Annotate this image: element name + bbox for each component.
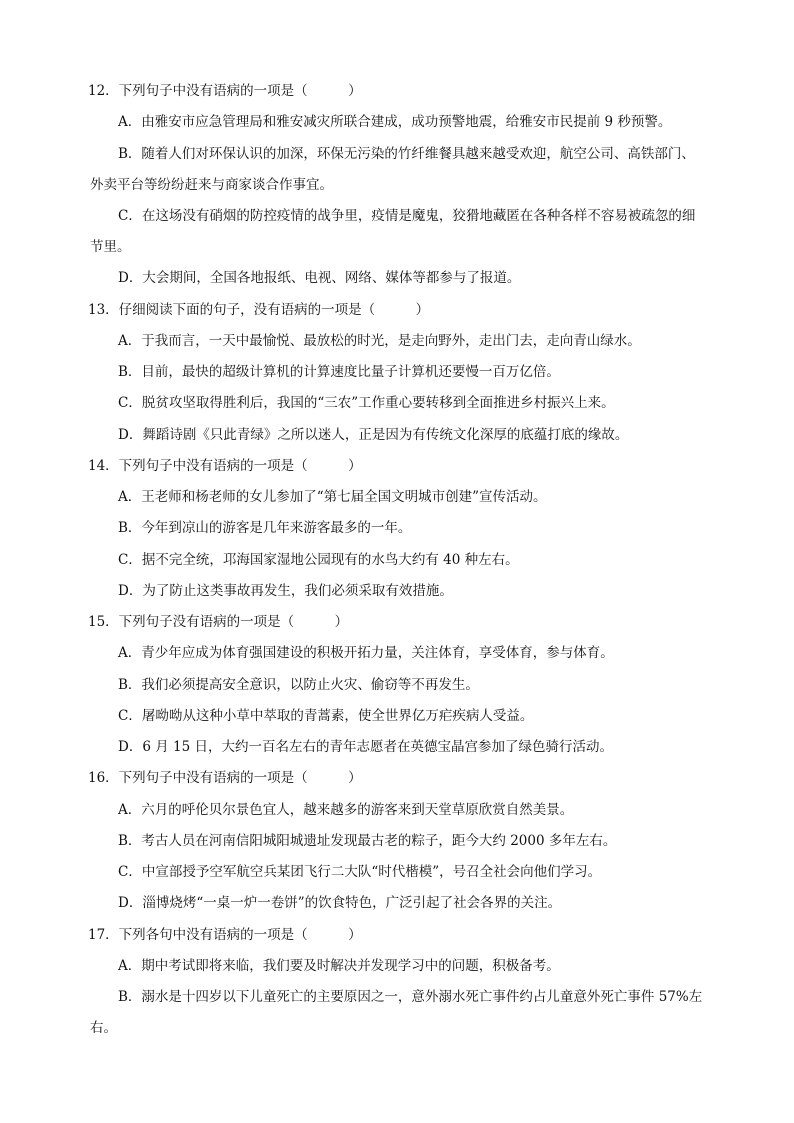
question-14-option-d: D．为了防止这类事故再发生，我们必须采取有效措施。 <box>118 583 453 599</box>
question-15-stem: 15．下列句子没有语病的一项是（ ） <box>88 614 349 630</box>
question-17-option-a: A．期中考试即将来临，我们要及时解决并发现学习中的问题，积极备考。 <box>118 958 560 974</box>
question-12-option-c-continued: 节里。 <box>90 239 131 255</box>
question-13-option-b: B．目前，最快的超级计算机的计算速度比量子计算机还要慢一百万亿倍。 <box>118 364 560 380</box>
question-15-option-b: B．我们必须提高安全意识，以防止火灾、偷窃等不再发生。 <box>118 677 479 693</box>
question-17-option-b-continued: 右。 <box>90 1020 117 1036</box>
question-14-stem: 14．下列句子中没有语病的一项是（ ） <box>88 458 362 474</box>
question-15-option-c: C．屠呦呦从这种小草中萃取的青蒿素，使全世界亿万疟疾病人受益。 <box>118 708 534 724</box>
question-15-option-a: A．青少年应成为体育强国建设的积极开拓力量，关注体育，享受体育，参与体育。 <box>118 645 614 661</box>
question-14-option-a: A．王老师和杨老师的女儿参加了“第七届全国文明城市创建”宣传活动。 <box>118 489 547 505</box>
question-12-option-b-continued: 外卖平台等纷纷赶来与商家谈合作事宜。 <box>90 177 333 193</box>
question-12-option-a: A．由雅安市应急管理局和雅安减灾所联合建成，成功预警地震，给雅安市民提前 9 秒预警。 <box>118 114 672 130</box>
question-16-option-d: D．淄博烧烤“一桌一炉一卷饼”的饮食特色，广泛引起了社会各界的关注。 <box>118 895 562 911</box>
question-13-option-c: C．脱贫攻坚取得胜利后，我国的“三农”工作重心要转移到全面推进乡村振兴上来。 <box>118 395 615 411</box>
question-12-option-b: B．随着人们对环保认识的加深，环保无污染的竹纤维餐具越来越受欢迎，航空公司、高铁部门、 <box>118 146 695 162</box>
question-15-option-d: D．6 月 15 日，大约一百名左右的青年志愿者在英德宝晶宫参加了绿色骑行活动。 <box>118 739 613 755</box>
question-16-option-c: C．中宣部授予空军航空兵某团飞行二大队“时代楷模”，号召全社会向他们学习。 <box>118 864 602 880</box>
question-13-stem: 13．仔细阅读下面的句子，没有语病的一项是（ ） <box>88 302 430 318</box>
question-17-option-b: B．溺水是十四岁以下儿童死亡的主要原因之一，意外溺水死亡事件约占儿童意外死亡事件 57%左 <box>118 989 703 1005</box>
question-16-option-b: B．考古人员在河南信阳城阳城遗址发现最古老的粽子，距今大约 2000 多年左右。 <box>118 833 617 849</box>
question-12-option-c: C．在这场没有硝烟的防控疫情的战争里，疫情是魔鬼，狡猾地藏匿在各种各样不容易被疏忽的细 <box>118 208 696 224</box>
question-13-option-d: D．舞蹈诗剧《只此青绿》之所以迷人，正是因为有传统文化深厚的底蕴打底的缘故。 <box>118 427 629 443</box>
question-12-stem: 12．下列句子中没有语病的一项是（ ） <box>88 83 362 99</box>
question-13-option-a: A．于我而言，一天中最愉悦、最放松的时光，是走向野外，走出门去，走向青山绿水。 <box>118 333 641 349</box>
question-16-option-a: A．六月的呼伦贝尔景色宜人，越来越多的游客来到天堂草原欣赏自然美景。 <box>118 802 574 818</box>
question-16-stem: 16．下列句子中没有语病的一项是（ ） <box>88 770 362 786</box>
question-14-option-b: B．今年到凉山的游客是几年来游客最多的一年。 <box>118 520 412 536</box>
question-17-stem: 17．下列各句中没有语病的一项是（ ） <box>88 927 362 943</box>
question-12-option-d: D．大会期间，全国各地报纸、电视、网络、媒体等都参与了报道。 <box>118 270 521 286</box>
question-14-option-c: C．据不完全统，邛海国家湿地公园现有的水鸟大约有 40 种左右。 <box>118 552 519 568</box>
